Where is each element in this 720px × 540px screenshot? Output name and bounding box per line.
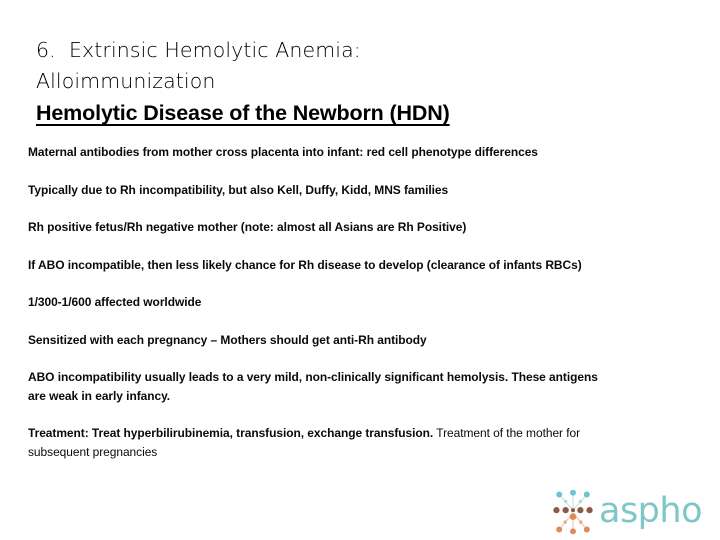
body-paragraph-7: ABO incompatibility usually leads to a very mild, non-clinically significant hemolysis. These antigens are weak in early infancy. [28, 370, 598, 403]
slide-body [28, 143, 622, 461]
title-line-1: 6. Extrinsic Hemolytic Anemia: [36, 38, 361, 62]
body-paragraph-5: 1/300-1/600 affected worldwide [28, 295, 202, 309]
slide-title [36, 35, 676, 130]
body-paragraph-4: If ABO incompatible, then less likely chance for Rh disease to develop (clearance of infants RBCs) [28, 257, 582, 272]
title-line-2: Alloimmunization [36, 69, 216, 93]
aspho-logo [550, 487, 710, 537]
title-line-3-underlined: Hemolytic Disease of the Newborn (HDN) [36, 101, 450, 125]
aspho-wordmark: aspho [599, 490, 702, 531]
body-paragraph-8-light: Treatment of the mother for subsequent pregnancies [28, 426, 581, 459]
body-paragraph-8-bold: Treatment: Treat hyperbilirubinemia, transfusion, exchange transfusion. [28, 426, 434, 440]
body-paragraph-1: Maternal antibodies from mother cross placenta into infant: red cell phenotype differences [28, 145, 538, 159]
body-paragraph-8 [28, 424, 601, 461]
aspho-molecule-logo-icon [550, 489, 596, 535]
body-paragraph-2: Typically due to Rh incompatibility, but also Kell, Duffy, Kidd, MNS families [28, 182, 449, 197]
body-paragraph-6: Sensitized with each pregnancy – Mothers should get anti-Rh antibody [28, 332, 427, 347]
body-paragraph-3: Rh positive fetus/Rh negative mother (note: almost all Asians are Rh Positive) [28, 220, 467, 234]
